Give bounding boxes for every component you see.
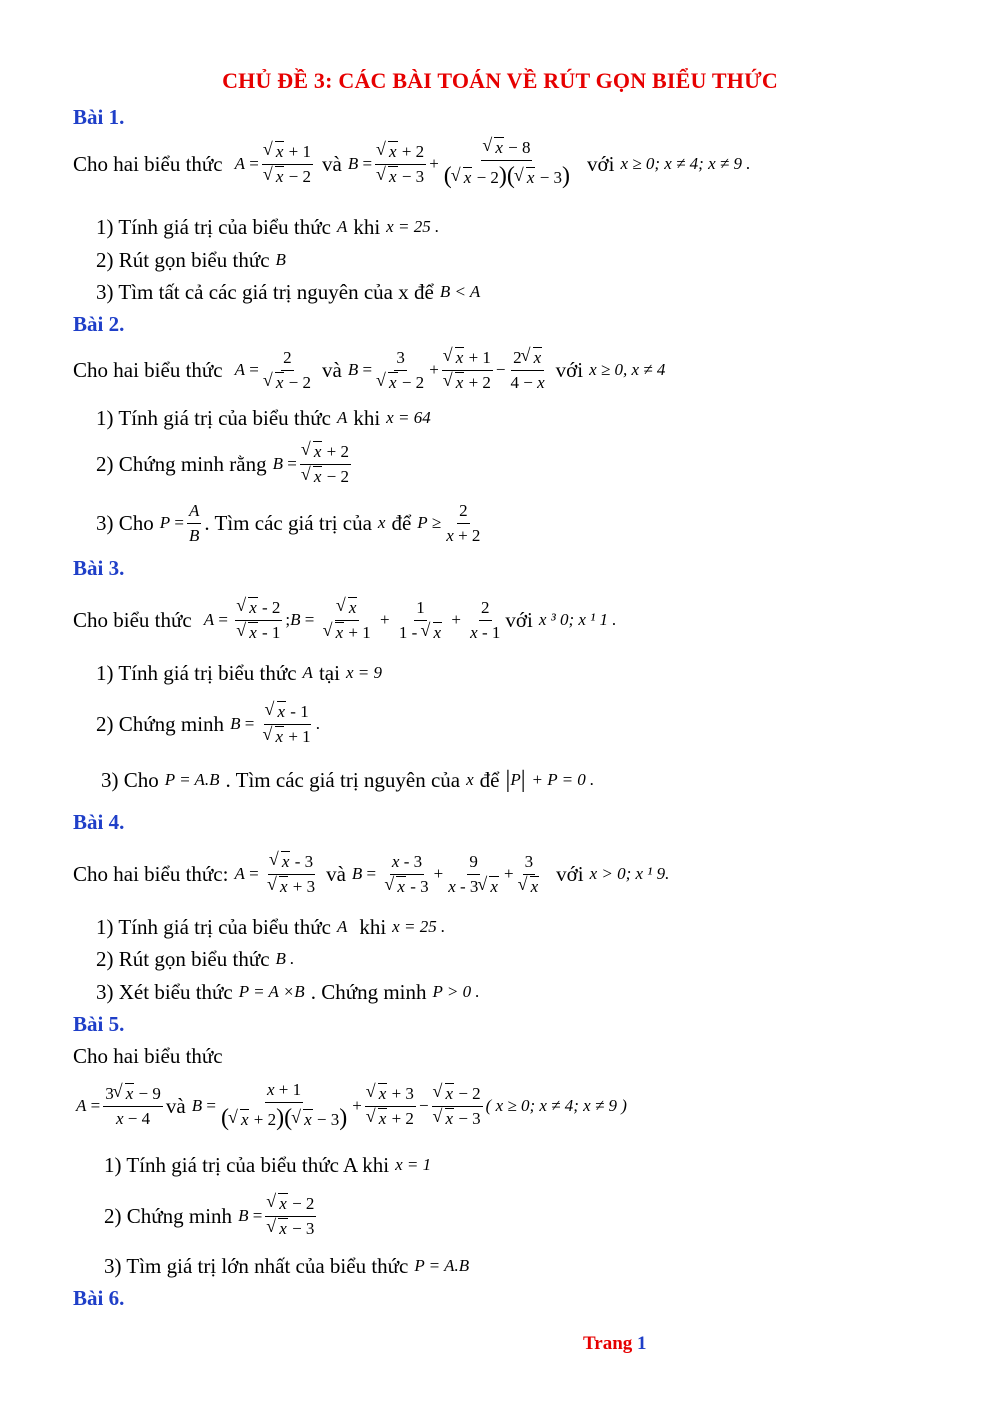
- exercise-5-statement: A = $\frac{3√ x - 9}{x - 4}$ và B = $\frac{x + 1}{(√ x + 2)(√ x - 3)}$ + √ x + 3 √ x + 2 − √ x − 2 √ x − 3 ( x ≥ 0; x ≠ 4; x ≠ 9 ): [76, 1078, 627, 1134]
- fraction-a: 2 √ x − 2: [262, 348, 313, 393]
- condition: x ≥ 0; x ≠ 4; x ≠ 9 .: [620, 154, 751, 173]
- exercise-3-question-1: 1) Tính giá trị biểu thức A tại x = 9: [96, 660, 382, 685]
- exercise-5-question-3: 3) Tìm giá trị lớn nhất của biểu thức P = A.B: [104, 1253, 470, 1278]
- page-number: 1: [637, 1333, 647, 1354]
- page-title: CHỦ ĐỀ 3: CÁC BÀI TOÁN VỀ RÚT GỌN BIỂU THỨC: [222, 68, 778, 93]
- exercise-4-statement: Cho hai biểu thức: A = √ x - 3 √ x + 3 và B = x - 3 √ x - 3 + $\frac{9}{x - 3√ x}$ + 3 √ x với x > 0; x ¹ 9.: [73, 846, 669, 902]
- exercise-5-heading: Bài 5.: [73, 1012, 125, 1036]
- exercise-3-question-3: 3) Cho P = A.B . Tìm các giá trị nguyên của x để | P | + P = 0 .: [101, 766, 595, 793]
- exercise-2-heading: Bài 2.: [73, 312, 125, 336]
- exercise-6-heading: Bài 6.: [73, 1286, 125, 1310]
- fraction-b-2: √ x + 1 √ x + 2: [442, 348, 493, 393]
- exercise-3-question-2: 2) Chứng minh B = √ x - 1 √ x + 1 .: [96, 696, 320, 752]
- exercise-2-question-3: 3) Cho P = $\frac{A}{B}$ . Tìm các giá trị của x để P ≥ $\frac{2}{x + 2}$: [96, 500, 481, 545]
- exercise-3-statement: Cho biểu thức A = √ x - 2 √ x - 1 ; B = √ x √ x + 1 + $\frac{1}{1 - √ x}$ + $\frac{2}{x - 1}$ với x ³ 0; x ¹ 1 .: [73, 592, 617, 648]
- exercise-3-heading: Bài 3.: [73, 556, 125, 580]
- expr-label: A: [234, 154, 245, 173]
- exercise-1-intro: Cho hai biểu thức: [73, 151, 223, 176]
- exercise-2-question-1: 1) Tính giá trị của biểu thức A khi x = 64: [96, 405, 431, 430]
- fraction-a: √ x + 1 √ x − 2: [262, 142, 313, 187]
- conjunction: và: [321, 151, 342, 176]
- with-word: với: [587, 151, 615, 176]
- exercise-1-heading: Bài 1.: [73, 105, 125, 129]
- exercise-1-statement: Cho hai biểu thức A = √ x + 1 √ x − 2 và B = √ x + 2 √ x − 3 + √ $\frac{x - 8}{(√ x - 2)(√ x - 3)}$ với x ≥ 0; x ≠ 4; x ≠ 9 .: [73, 138, 750, 190]
- exercise-4-heading: Bài 4.: [73, 810, 125, 834]
- exercise-2-statement: Cho hai biểu thức A = 2 √ x − 2 và B = 3 √ x − 2 + √ x + 1 √ x + 2 − $\frac{2√ x}{4 - x}$ với x ≥ 0, x ≠ 4: [73, 344, 665, 396]
- exercise-2-question-2: 2) Chứng minh rằng B = √ x + 2 √ x − 2: [96, 438, 354, 490]
- exercise-1-question-2: 2) Rút gọn biểu thức B: [96, 247, 286, 272]
- fraction-b-1: √ x + 2 √ x − 3: [375, 142, 426, 187]
- fraction-b-1: 3 √ x − 2: [375, 348, 426, 393]
- exercise-1-question-3: 3) Tìm tất cả các giá trị nguyên của x để B < A: [96, 279, 481, 304]
- fraction-b-2: √ $\frac{x - 8}{(√ x - 2)(√ x - 3)}$: [442, 138, 572, 190]
- fraction-b-3: $\frac{2√ x}{4 - x}$: [509, 348, 547, 393]
- exercise-5-intro: Cho hai biểu thức: [73, 1043, 223, 1068]
- exercise-4-question-2: 2) Rút gọn biểu thức B .: [96, 946, 295, 971]
- exercise-5-question-1: 1) Tính giá trị của biểu thức A khi x = 1: [104, 1152, 432, 1177]
- exercise-4-question-1: 1) Tính giá trị của biểu thức A khi x = 25 .: [96, 914, 446, 939]
- exercise-5-question-2: 2) Chứng minh B = √ x − 2 √ x − 3: [104, 1188, 319, 1244]
- exercise-1-question-1: 1) Tính giá trị của biểu thức A khi x = 25 .: [96, 214, 440, 239]
- page-label: Trang: [583, 1333, 633, 1354]
- exercise-4-question-3: 3) Xét biểu thức P = A ×B . Chứng minh P > 0 .: [96, 979, 480, 1004]
- page-footer: [583, 1333, 647, 1355]
